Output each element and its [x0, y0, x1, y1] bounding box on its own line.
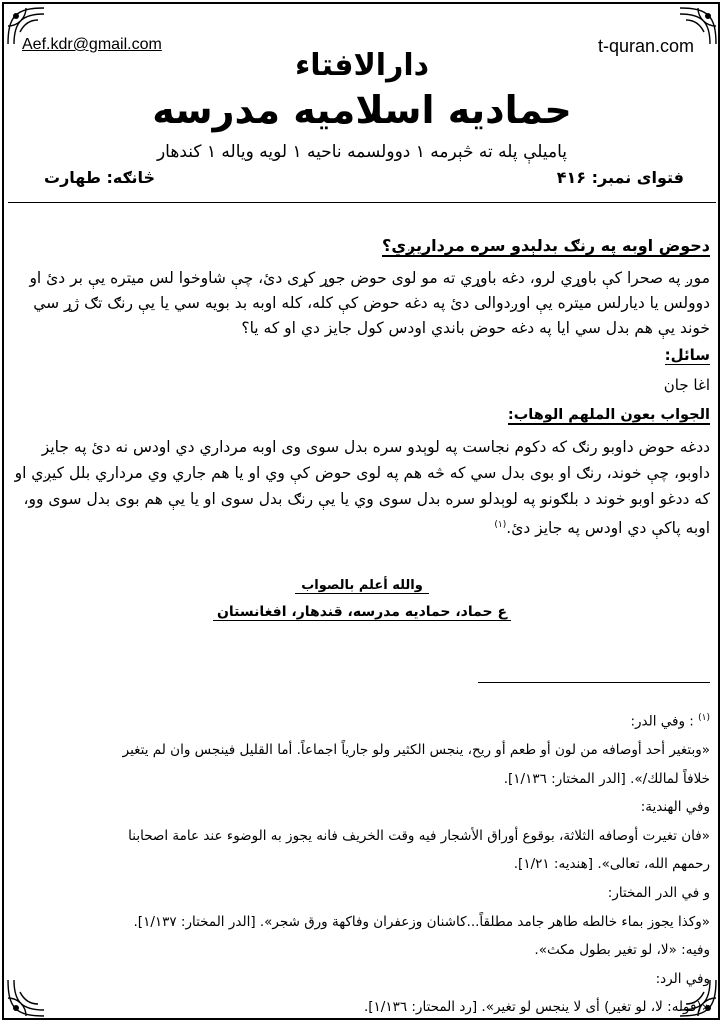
footnote-divider [478, 682, 710, 683]
institution-title: دارالافتاء [294, 48, 430, 83]
address: پامیلې پله ته څېرمه ۱ دوولسمه ناحیه ۱ لویه ویاله ۱ کندهار [156, 142, 568, 162]
footnote-line: وفيه: «لا، لو تغير بطول مكث». [534, 942, 710, 959]
footnotes [14, 704, 710, 1022]
website-link[interactable]: t-quran.com [597, 36, 694, 56]
signature: ع حماد، حمادیه مدرسه، قندهار، افغانستان [0, 604, 724, 620]
asker-label: سائل: [664, 346, 710, 364]
section-label: څانګه: طهارت [44, 168, 155, 187]
footnote-line: «(قوله: لا، لو تغير) أى لا ينجس لو تغير». [رد المحتار: ١/١٣٦]. [363, 999, 710, 1016]
question-title: دحوض اوبه په رنګ بدلېدو سره مرداريږي؟ [382, 236, 710, 255]
footnote-line: وفي الرد: [655, 970, 710, 987]
fatwa-number: فتوای نمبر: ۴۱۶ [556, 168, 684, 187]
footnote-line: «وبتغير أحد أوصافه من لون أو طعم أو ريح، ينجس الكثير ولو جارياً اجماعاً. أما القليل فينجس وان لم يتغير [122, 742, 710, 759]
answer-body [14, 434, 710, 541]
footnote-line: و في الدر المختار: [607, 885, 710, 902]
footnote-line: «وكذا يجوز بماء خالطه طاهر جامد مطلقاً...كاشنان وزعفران وفاكهة ورق شجر». [الدر المختار: ١/١٣٧]. [133, 913, 710, 930]
question-body: موږ په صحرا کې باوړي لرو، دغه باوړي ته مو لوی حوض جوړ کړی دئ، چې شاوخوا لس میتره یې بر دئ او دوولس یا دیارلس میتره یې اوږدوالی دئ په دغه حوض کې کله، کله اوبه بد بویه سي یا یې رنګ تګ ژړ سي خوند یې هم بدل سي ایا په دغه حوض باندي اودس کول جایز دي او که یا؟ [29, 269, 710, 337]
answer-title: الجواب بعون الملهم الوهاب: [507, 407, 710, 423]
footnote-line: رحمهم الله، تعالى». [هنديه: ١/٢١]. [513, 856, 710, 873]
asker-name: اغا جان [663, 376, 710, 394]
email-link[interactable]: Aef.kdr@gmail.com [22, 36, 162, 53]
closing-phrase: والله أعلم بالصواب [0, 578, 724, 593]
answer-text: ددغه حوض داوبو رنګ که دکوم نجاست په لوېدو سره بدل سوی وی اوبه مرداري دي اودس نه دئ په جایز داوبو، چې خوند، رنګ او بوی بدل سي که څه هم په لوی حوض کې وي او یا هم جاري وي مرداري بلل کیږي او که ددغو اوبو خوند د بلګونو په لوېدلو سره بدل سوی وي یا یې رنګ بدل سوی او یا یې هم بوی بدل سوی وو، اوبه پاکې دي اودس په جایز دئ. [14, 438, 710, 538]
header-divider [8, 202, 716, 203]
footnote-line: خلافاً لمالك/». [الدر المختار: ١/١٣٦]. [503, 770, 710, 787]
footnote-line: «فان تغيرت أوصافه الثلاثة، بوقوع أوراق الأشجار فيه وقت الخريف فانه يجوز به الوضوء عند عامة اصحابنا [128, 827, 710, 844]
footnote-line: $^{(۱)}$ : وفي الدر: [630, 713, 710, 730]
madrasa-title: حمادیه اسلامیه مدرسه [152, 88, 572, 132]
footnote-ref[interactable]: (۱) [494, 520, 507, 530]
footnote-line: وفي الهندية: [640, 799, 710, 816]
